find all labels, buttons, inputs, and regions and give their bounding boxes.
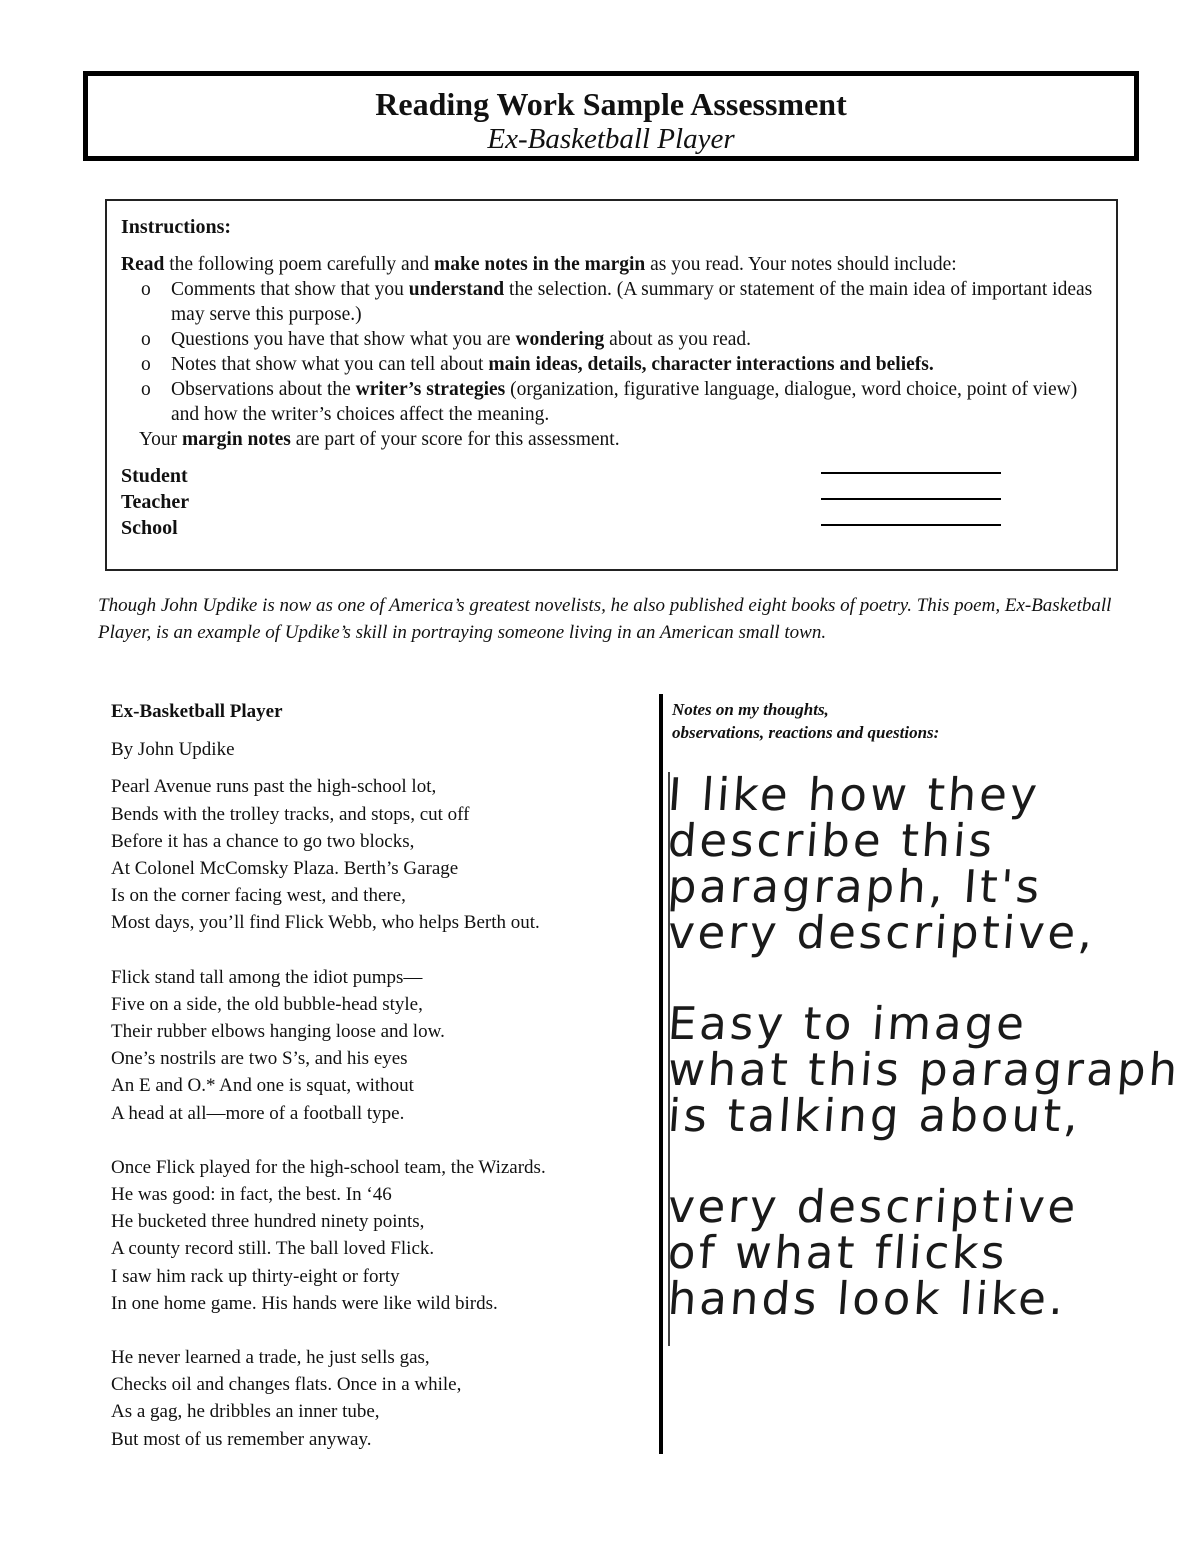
- item-text: Questions you have that show what you are: [171, 329, 516, 350]
- poem-line: He was good: in fact, the best. In ‘46: [111, 1184, 392, 1206]
- handwritten-line: paragraph, It's: [666, 860, 1045, 913]
- poem-line: Pearl Avenue runs past the high-school lot,: [111, 776, 437, 798]
- poem-stanzas: [111, 773, 656, 1452]
- handwritten-notes: [666, 768, 1183, 1332]
- poem-line: Checks oil and changes flats. Once in a while,: [111, 1374, 462, 1396]
- poem-line: Most days, you’ll find Flick Webb, who helps Berth out.: [111, 912, 540, 934]
- notes-heading: [672, 698, 1092, 744]
- item-bold: understand: [408, 279, 505, 300]
- teacher-label: Teacher: [121, 491, 190, 513]
- poem-line: Bends with the trolley tracks, and stops, cut off: [111, 803, 470, 825]
- note-text: are part of your score for this assessment.: [290, 429, 620, 450]
- intro-read: Read: [121, 254, 165, 275]
- school-field[interactable]: [121, 516, 1116, 542]
- student-field[interactable]: [121, 464, 1116, 490]
- poem-line: Flick stand tall among the idiot pumps—: [111, 966, 423, 988]
- handwritten-line: I like how they: [666, 768, 1042, 821]
- note-bold: margin notes: [182, 429, 291, 450]
- item-bold: wondering: [515, 329, 605, 350]
- handwritten-line: is talking about,: [666, 1089, 1083, 1142]
- poem-stanza: [111, 964, 656, 1127]
- poem-line: One’s nostrils are two S’s, and his eyes: [111, 1048, 408, 1070]
- poem-line: Five on a side, the old bubble-head style,: [111, 993, 423, 1015]
- intro-bold: make notes in the margin: [434, 254, 646, 275]
- bullet-icon: o: [141, 379, 151, 400]
- poem-line: At Colonel McComsky Plaza. Berth’s Garage: [111, 858, 459, 880]
- item-text: the selection. (A summary or statement of the main idea of important ideas may serve this purpose.): [171, 279, 1093, 325]
- poem-line: He bucketed three hundred ninety points,: [111, 1211, 425, 1233]
- handwritten-line: Easy to image: [666, 997, 1029, 1050]
- handwritten-line: of what flicks: [666, 1226, 1010, 1279]
- instructions-box: [105, 199, 1118, 571]
- name-fields: [121, 464, 1116, 542]
- item-text: Comments that show that you: [171, 279, 409, 300]
- instruction-item: [121, 327, 1116, 352]
- teacher-field[interactable]: [121, 490, 1116, 516]
- instruction-item: [121, 277, 1116, 327]
- instructions-list: [121, 277, 1116, 427]
- item-text: (organization, figurative language, dialogue, word choice, point of view) and how the writer’s choices affect the meaning.: [171, 379, 1078, 425]
- handwritten-line: very descriptive,: [666, 906, 1098, 959]
- poem-line: Their rubber elbows hanging loose and low.: [111, 1021, 445, 1043]
- instructions-heading: Instructions:: [121, 216, 232, 238]
- poem-stanza: [111, 1154, 656, 1317]
- poem-line: In one home game. His hands were like wild birds.: [111, 1292, 498, 1314]
- intro-mid: the following poem carefully and: [164, 254, 435, 275]
- notes-heading-line: Notes on my thoughts,: [672, 700, 829, 719]
- poem-line: Once Flick played for the high-school team, the Wizards.: [111, 1156, 546, 1178]
- school-label: School: [121, 517, 178, 539]
- instructions-intro: [121, 252, 1116, 277]
- bullet-icon: o: [141, 354, 151, 375]
- instruction-item: [121, 352, 1116, 377]
- poem-line: He never learned a trade, he just sells gas,: [111, 1347, 430, 1369]
- page-title: Reading Work Sample Assessment: [375, 86, 847, 122]
- poem-stanza: [111, 773, 656, 936]
- item-text: Notes that show what you can tell about: [171, 354, 489, 375]
- poem-line: Before it has a chance to go two blocks,: [111, 830, 415, 852]
- poem-line: A county record still. The ball loved Flick.: [111, 1238, 435, 1260]
- poem-line: As a gag, he dribbles an inner tube,: [111, 1401, 380, 1423]
- poem-line: A head at all—more of a football type.: [111, 1102, 405, 1124]
- item-bold: main ideas, details, character interactions and beliefs.: [488, 354, 934, 375]
- poem: [111, 698, 656, 1480]
- notes-heading-line: observations, reactions and questions:: [672, 723, 940, 742]
- poem-author: By John Updike: [111, 739, 235, 761]
- handwritten-note: [666, 997, 1183, 1142]
- school-line[interactable]: [821, 524, 1001, 526]
- student-line[interactable]: [821, 472, 1001, 474]
- handwritten-note: [666, 768, 1148, 959]
- poem-stanza: [111, 1344, 656, 1453]
- handwritten-line: very descriptive: [666, 1180, 1081, 1233]
- bullet-icon: o: [141, 329, 151, 350]
- column-divider: [659, 694, 663, 1454]
- handwritten-line: describe this: [666, 814, 997, 867]
- item-bold: writer’s strategies: [355, 379, 506, 400]
- poem-line: But most of us remember anyway.: [111, 1428, 372, 1450]
- instructions-note: [139, 427, 1116, 452]
- page-subtitle: Ex-Basketball Player: [487, 123, 735, 155]
- title-box: [83, 71, 1139, 161]
- poem-line: An E and O.* And one is squat, without: [111, 1075, 414, 1097]
- poem-line: Is on the corner facing west, and there,: [111, 885, 406, 907]
- handwritten-note: [666, 1180, 1148, 1325]
- intro-paragraph: Though John Updike is now as one of America’s greatest novelists, he also published eight books of poetry. This poem, Ex-Basketball Player, is an example of Updike’s skill in portraying someone living in an American small town.: [98, 595, 1112, 643]
- note-text: Your: [139, 429, 182, 450]
- teacher-line[interactable]: [821, 498, 1001, 500]
- handwritten-line: hands look like.: [666, 1272, 1069, 1325]
- poem-line: I saw him rack up thirty-eight or forty: [111, 1265, 400, 1287]
- handwritten-line: what this paragraph: [666, 1043, 1183, 1096]
- item-text: Observations about the: [171, 379, 356, 400]
- student-label: Student: [121, 465, 188, 487]
- instruction-item: [121, 377, 1116, 427]
- poem-title: Ex-Basketball Player: [111, 701, 283, 722]
- item-text: about as you read.: [604, 329, 752, 350]
- bullet-icon: o: [141, 279, 151, 300]
- intro-end: as you read. Your notes should include:: [645, 254, 957, 275]
